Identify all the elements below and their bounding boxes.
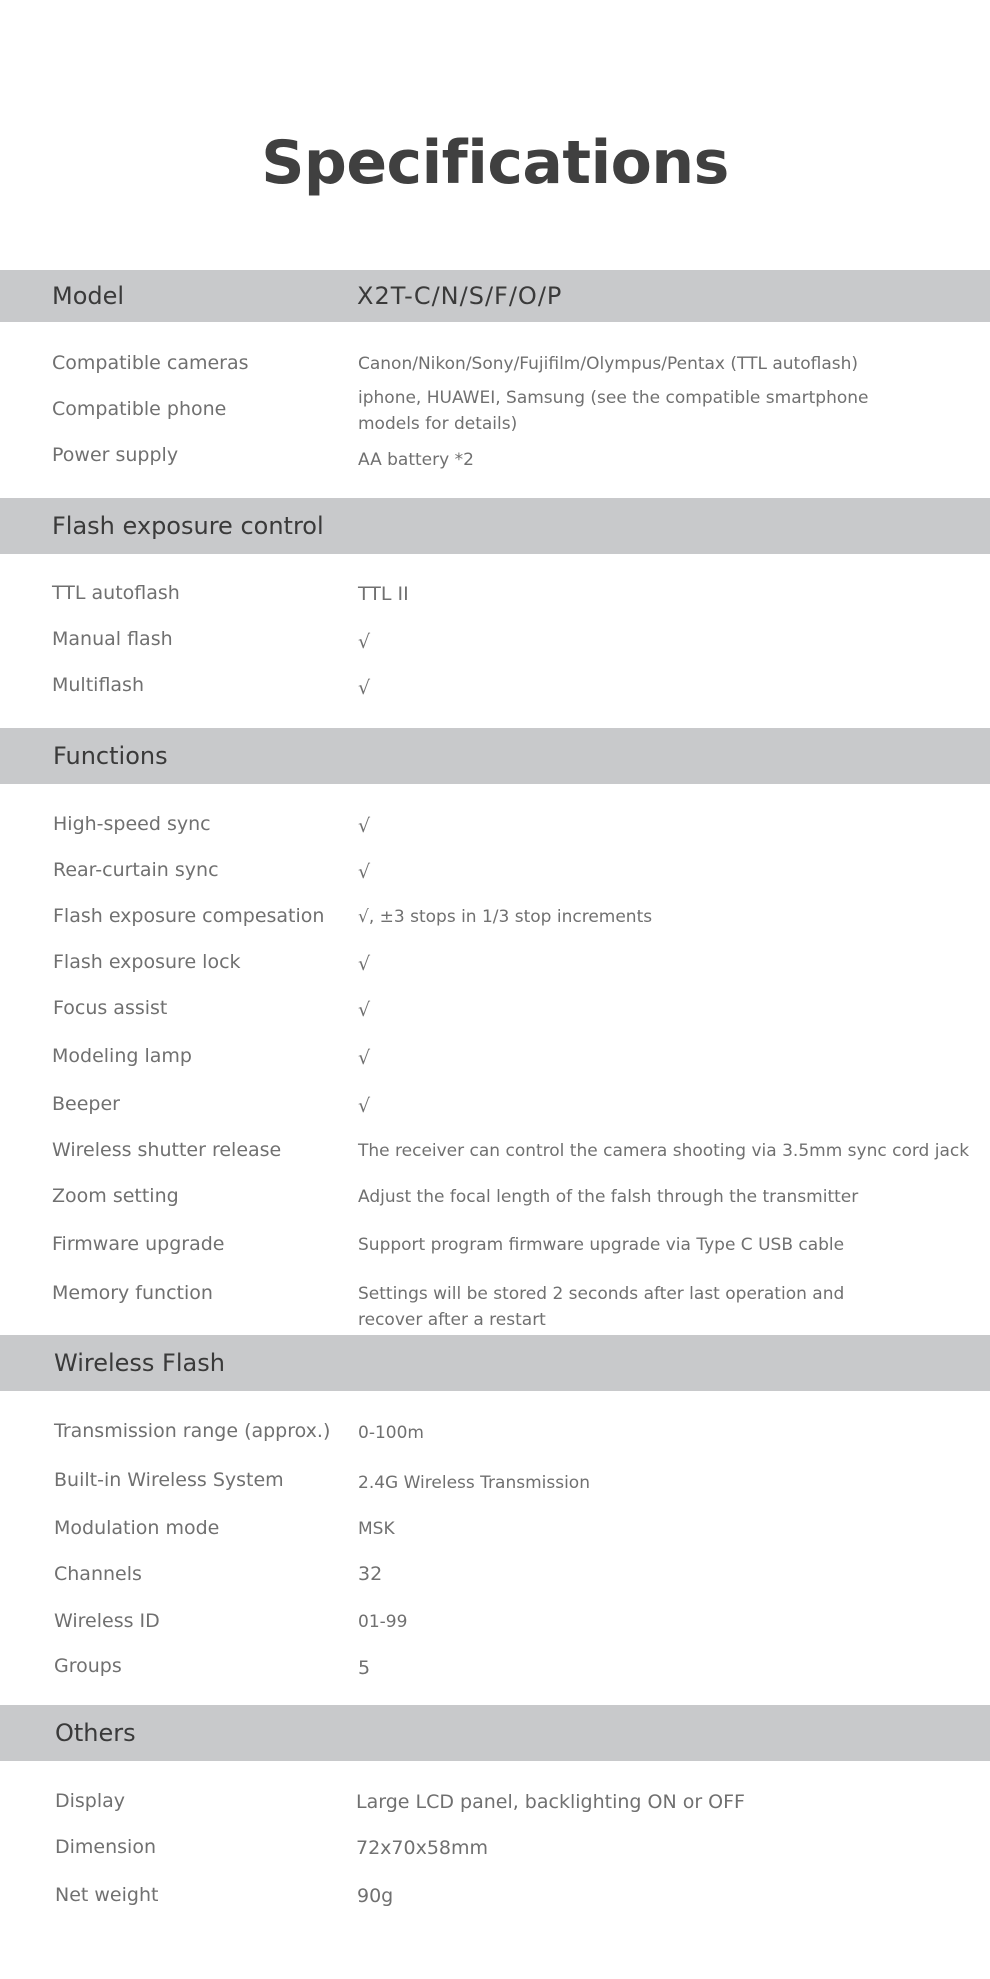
spec-value: 01-99	[358, 1612, 408, 1632]
spec-value: MSK	[358, 1519, 395, 1539]
section-title: Functions	[53, 742, 168, 770]
spec-label: Dimension	[55, 1836, 156, 1858]
spec-label: Multiflash	[52, 674, 144, 696]
spec-value: AA battery *2	[358, 450, 474, 470]
spec-value: √	[358, 815, 371, 837]
spec-value: The receiver can control the camera shooting via 3.5mm sync cord jack	[358, 1141, 970, 1161]
spec-value: √, ±3 stops in 1/3 stop increments	[358, 907, 653, 927]
spec-label: Built-in Wireless System	[54, 1469, 284, 1491]
spec-value: √	[358, 953, 371, 975]
spec-value: Settings will be stored 2 seconds after last operation and	[358, 1284, 845, 1304]
spec-value-continued: models for details)	[358, 414, 518, 434]
spec-value: Large LCD panel, backlighting ON or OFF	[356, 1791, 745, 1813]
spec-label: Focus assist	[53, 997, 168, 1019]
spec-label: Firmware upgrade	[52, 1233, 225, 1255]
spec-value: 72x70x58mm	[356, 1837, 489, 1859]
section-title: Others	[55, 1719, 136, 1747]
page-title: Specifications	[261, 128, 729, 198]
spec-label: Modulation mode	[54, 1517, 220, 1539]
spec-value: √	[358, 1047, 371, 1069]
spec-label: Display	[55, 1790, 126, 1812]
model-label: Model	[52, 282, 125, 310]
spec-value: 0-100m	[358, 1423, 424, 1443]
section-header-others	[0, 1705, 990, 1761]
section-title: Flash exposure control	[52, 512, 324, 540]
spec-value-continued: recover after a restart	[358, 1310, 546, 1330]
spec-value: TTL II	[358, 583, 409, 605]
spec-label: TTL autoflash	[52, 582, 180, 604]
spec-label: Rear-curtain sync	[53, 859, 219, 881]
spec-value: 90g	[357, 1885, 394, 1907]
model-band	[0, 270, 990, 322]
section-title: Wireless Flash	[54, 1349, 225, 1377]
spec-label: Flash exposure compesation	[53, 905, 325, 927]
spec-value: √	[358, 631, 371, 653]
spec-label: Net weight	[55, 1884, 159, 1906]
spec-label: Beeper	[52, 1093, 120, 1115]
spec-value: √	[358, 677, 371, 699]
spec-value: 32	[358, 1563, 383, 1585]
section-header-wireless-flash	[0, 1335, 990, 1391]
spec-value: √	[358, 861, 371, 883]
spec-label: Compatible phone	[52, 398, 227, 420]
spec-label: Wireless ID	[54, 1610, 160, 1632]
spec-value: Canon/Nikon/Sony/Fujifilm/Olympus/Pentax (TTL autoflash)	[358, 354, 859, 374]
spec-label: Channels	[54, 1563, 142, 1585]
spec-label: Compatible cameras	[52, 352, 249, 374]
spec-label: Zoom setting	[52, 1185, 179, 1207]
section-header-functions	[0, 728, 990, 784]
spec-value: iphone, HUAWEI, Samsung (see the compatible smartphone	[358, 388, 869, 408]
spec-label: Power supply	[52, 444, 179, 466]
section-header-flash-exposure-control	[0, 498, 990, 554]
spec-label: Flash exposure lock	[53, 951, 241, 973]
spec-label: Wireless shutter release	[52, 1139, 282, 1161]
spec-value: Adjust the focal length of the falsh through the transmitter	[358, 1187, 859, 1207]
spec-label: High-speed sync	[53, 813, 211, 835]
spec-value: 2.4G Wireless Transmission	[358, 1473, 590, 1493]
spec-label: Memory function	[52, 1282, 213, 1304]
spec-label: Transmission range (approx.)	[54, 1420, 331, 1442]
spec-value: Support program firmware upgrade via Type C USB cable	[358, 1235, 845, 1255]
spec-value: 5	[358, 1657, 371, 1679]
spec-value: √	[358, 1095, 371, 1117]
spec-value: √	[358, 999, 371, 1021]
spec-label: Manual flash	[52, 628, 173, 650]
spec-label: Modeling lamp	[52, 1045, 192, 1067]
model-value: X2T-C/N/S/F/O/P	[357, 282, 563, 310]
spec-label: Groups	[54, 1655, 122, 1677]
